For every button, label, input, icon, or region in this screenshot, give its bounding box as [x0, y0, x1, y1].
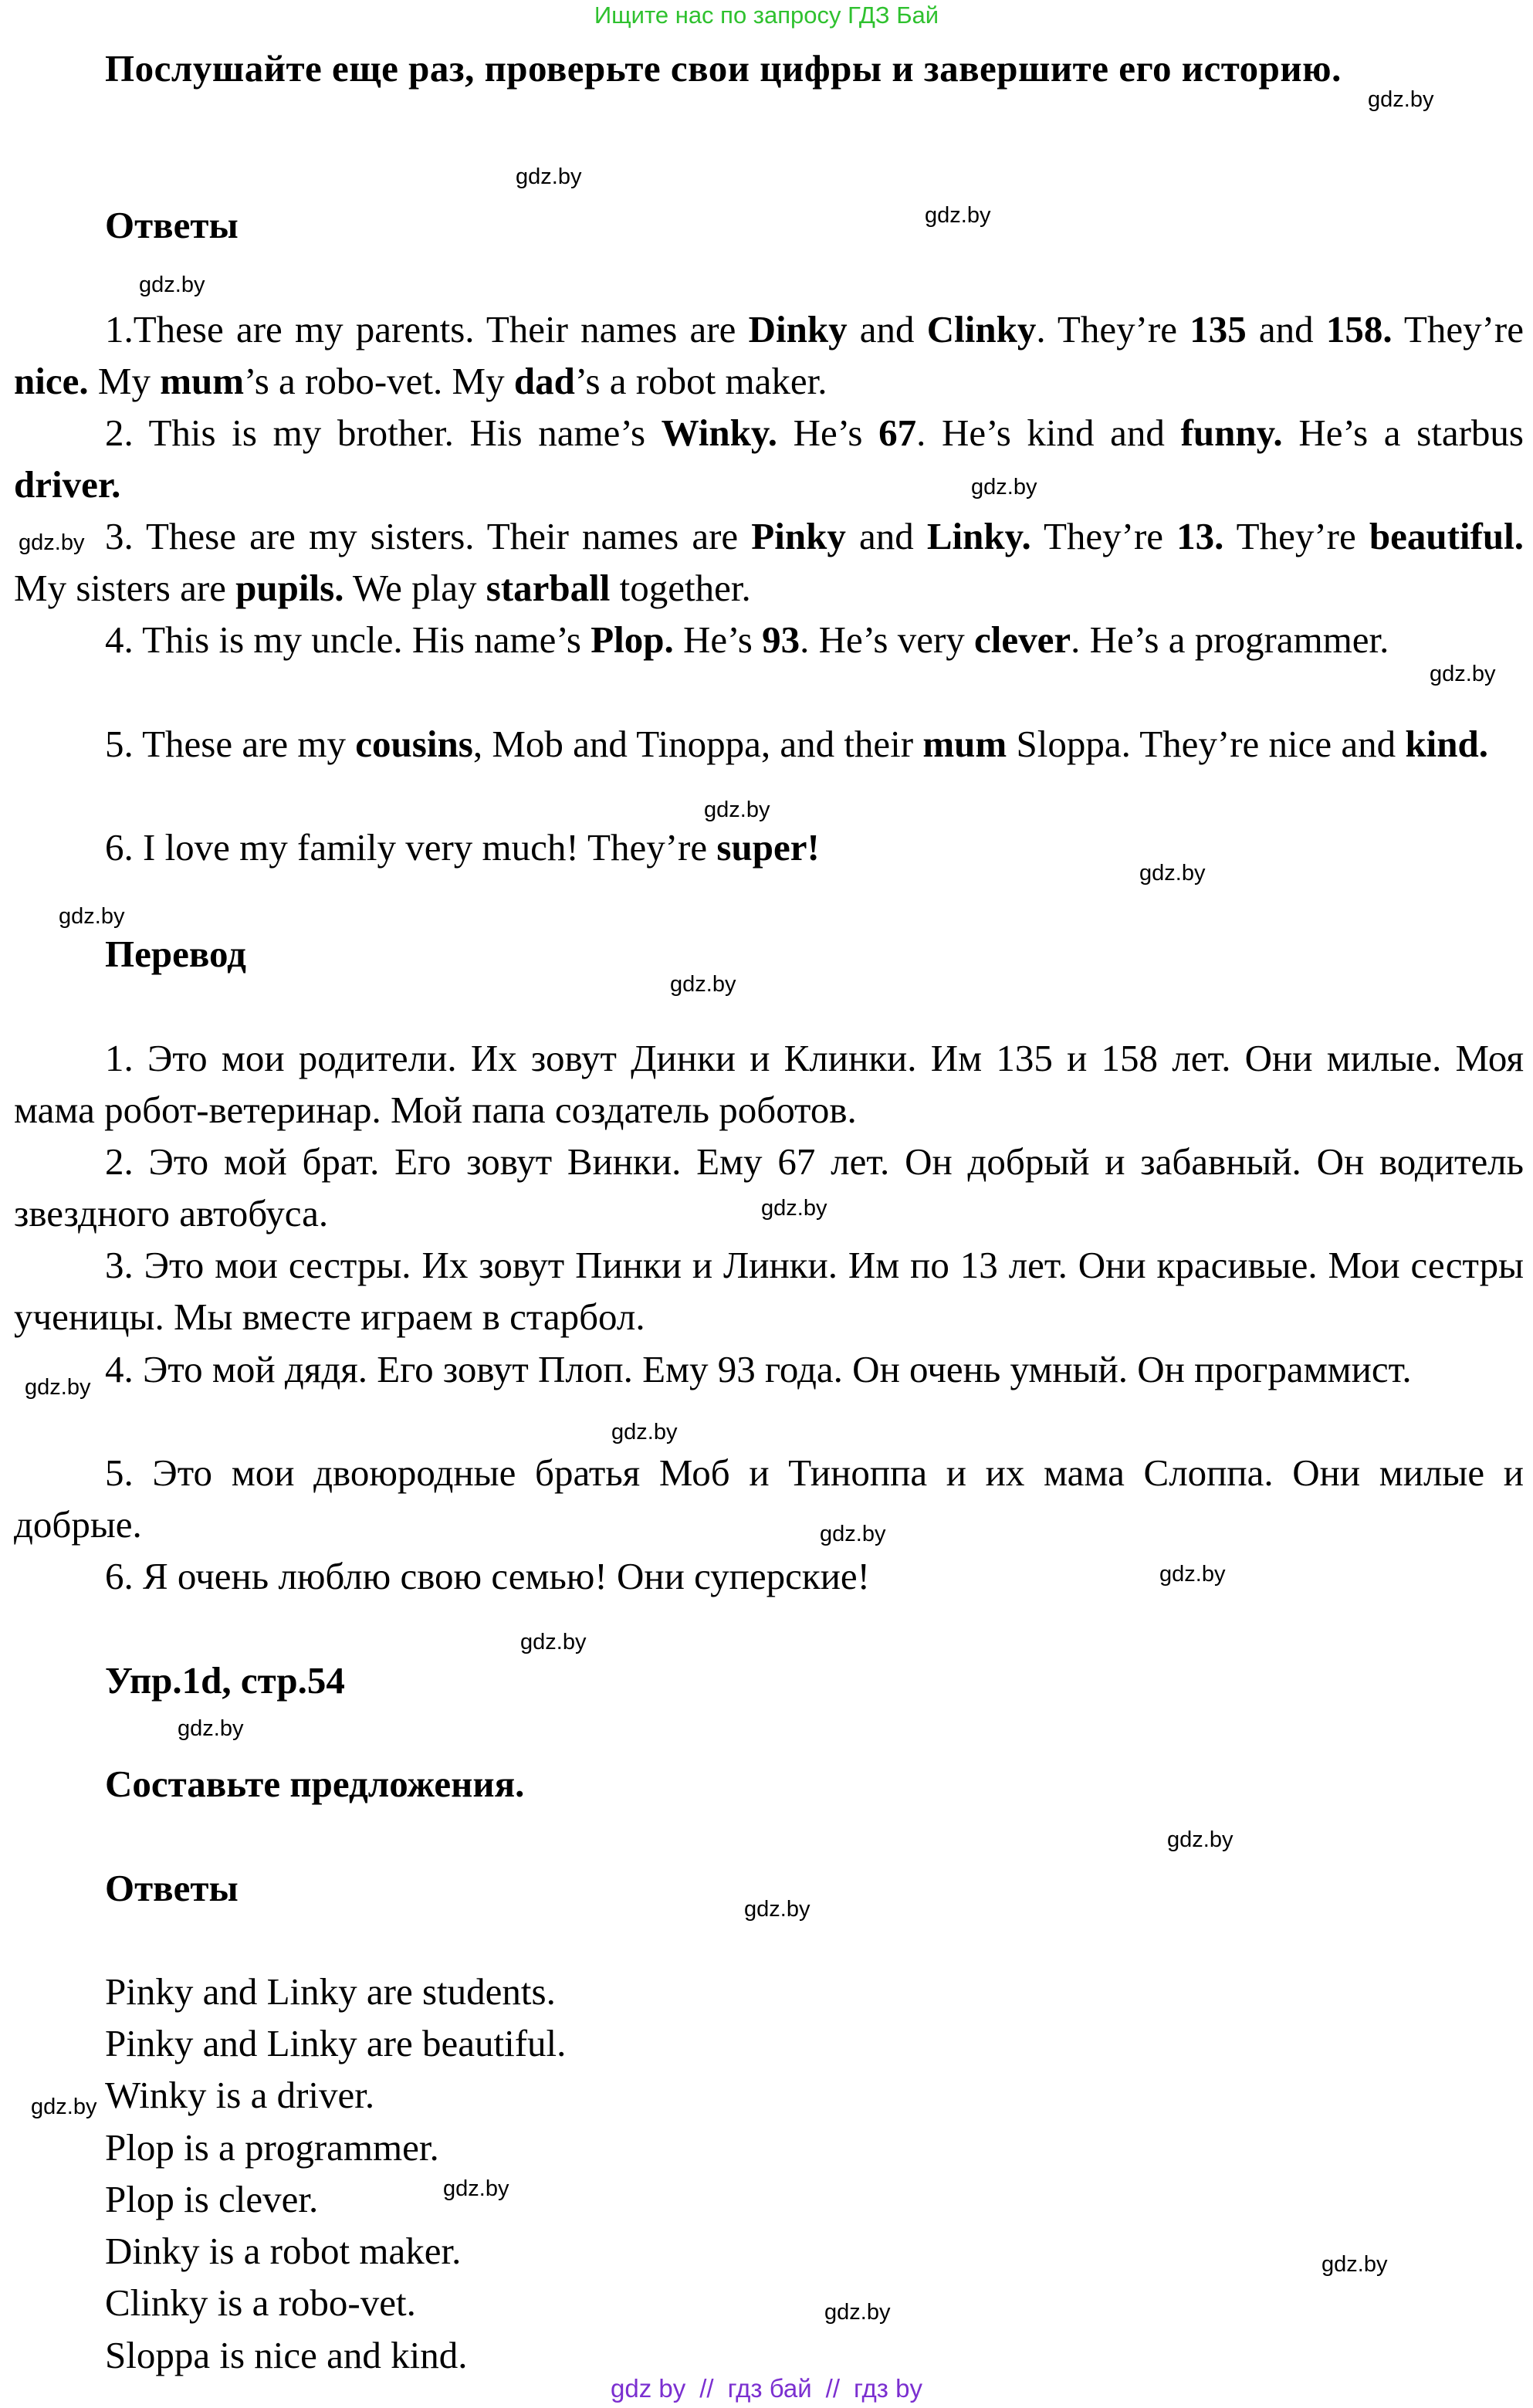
bold-word: Linky. — [926, 515, 1031, 557]
text-run: . They’re — [1036, 308, 1190, 351]
bold-word: kind. — [1405, 723, 1489, 765]
watermark: gdz.by — [611, 1420, 678, 1444]
answer-paragraph — [14, 303, 1524, 407]
watermark: gdz.by — [443, 2176, 509, 2201]
answer-paragraph — [14, 510, 1524, 614]
bold-word: mum — [922, 723, 1007, 765]
task-title: Послушайте еще раз, проверьте свои цифры и завершите его историю. — [105, 47, 1342, 90]
sentence-line: Dinky is a robot maker. — [105, 2230, 462, 2272]
bold-word: clever — [974, 618, 1071, 661]
text-run: Sloppa. They’re nice and — [1007, 723, 1406, 765]
bold-word: cousins — [355, 723, 473, 765]
watermark: gdz.by — [178, 1716, 244, 1741]
watermark: gdz.by — [1430, 662, 1496, 686]
text-run: together. — [610, 567, 751, 609]
text-run: They’re — [1223, 515, 1369, 557]
watermark: gdz.by — [25, 1375, 91, 1400]
bold-word: 13. — [1176, 515, 1224, 557]
answers-heading: Ответы — [105, 204, 239, 246]
text-run: 4. This is my uncle. His name’s — [105, 618, 591, 661]
translation-paragraph: 4. Это мой дядя. Его зовут Плоп. Ему 93 года. Он очень умный. Он программист. — [105, 1348, 1412, 1390]
watermark: gdz.by — [1139, 861, 1206, 886]
watermark: gdz.by — [1167, 1827, 1234, 1852]
watermark: gdz.by — [670, 972, 736, 997]
text-run: 5. These are my — [105, 723, 356, 765]
text-run: They’re — [1392, 308, 1524, 351]
sentence-line: Pinky and Linky are students. — [105, 1970, 556, 2013]
text-run: and — [847, 308, 927, 351]
watermark: gdz.by — [704, 798, 770, 822]
bold-word: Plop. — [591, 618, 674, 661]
translation-paragraph: 2. Это мой брат. Его зовут Винки. Ему 67 лет. Он добрый и забавный. Он водитель звездного автобуса. — [14, 1140, 1524, 1234]
bold-word: driver. — [14, 463, 121, 506]
watermark: gdz.by — [744, 1897, 810, 1922]
text-run: They’re — [1030, 515, 1177, 557]
bold-word: starball — [486, 567, 611, 609]
text-run: We play — [343, 567, 486, 609]
text-run: ’s a robot maker. — [574, 360, 827, 402]
watermark: gdz.by — [520, 1630, 587, 1654]
text-run: . He’s kind and — [916, 411, 1181, 454]
watermark: gdz.by — [824, 2300, 891, 2325]
footer-separator: // — [699, 2374, 714, 2403]
watermark: gdz.by — [925, 203, 991, 228]
bold-word: 158. — [1325, 308, 1393, 351]
text-run: 1.These are my parents. Their names are — [105, 308, 749, 351]
watermark: gdz.by — [19, 530, 85, 555]
bold-word: funny. — [1180, 411, 1283, 454]
answers-heading-2: Ответы — [105, 1867, 239, 1909]
watermark: gdz.by — [31, 2095, 97, 2119]
text-run: 3. These are my sisters. Their names are — [105, 515, 752, 557]
bold-word: beautiful. — [1369, 515, 1524, 557]
answer-paragraph — [14, 718, 1524, 770]
bold-word: pupils. — [235, 567, 344, 609]
text-run: My — [88, 360, 161, 402]
bold-word: nice. — [14, 360, 89, 402]
translation-paragraph: 6. Я очень люблю свою семью! Они суперские! — [105, 1555, 870, 1597]
watermark: gdz.by — [1159, 1562, 1226, 1587]
text-run: 2. This is my brother. His name’s — [105, 411, 662, 454]
sentence-line: Clinky is a robo-vet. — [105, 2281, 416, 2324]
bold-word: Dinky — [748, 308, 848, 351]
watermark: gdz.by — [971, 475, 1037, 500]
answer-paragraph — [14, 821, 1524, 873]
translation-paragraph: 1. Это мои родители. Их зовут Динки и Клинки. Им 135 и 158 лет. Они милые. Моя мама робот-ветеринар. Мой папа создатель роботов. — [14, 1037, 1524, 1131]
bold-word: Pinky — [751, 515, 846, 557]
text-run: He’s a starbus — [1282, 411, 1524, 454]
footer-link[interactable]: гдз бай — [727, 2374, 812, 2403]
footer-separator: // — [825, 2374, 840, 2403]
text-run: He’s — [673, 618, 763, 661]
sentence-line: Winky is a driver. — [105, 2074, 375, 2116]
search-banner[interactable]: Ищите нас по запросу ГДЗ Бай — [594, 2, 939, 29]
watermark: gdz.by — [59, 904, 125, 929]
text-run: ’s a robo-vet. My — [244, 360, 514, 402]
translation-paragraph: 5. Это мои двоюродные братья Моб и Тиноппа и их мама Слоппа. Они милые и добрые. — [14, 1451, 1524, 1546]
bold-word: 93 — [762, 618, 800, 661]
watermark: gdz.by — [516, 164, 582, 189]
sentence-line: Plop is a programmer. — [105, 2126, 439, 2169]
answer-paragraph — [14, 614, 1524, 666]
watermark: gdz.by — [1321, 2252, 1388, 2277]
text-run: He’s — [777, 411, 879, 454]
bold-word: 67 — [878, 411, 917, 454]
exercise-heading: Упр.1d, стр.54 — [105, 1659, 345, 1702]
footer-links — [0, 2373, 1533, 2404]
sentence-line: Pinky and Linky are beautiful. — [105, 2022, 567, 2064]
text-run: , Mob and Tinoppa, and their — [472, 723, 923, 765]
bold-word: dad — [513, 360, 575, 402]
bold-word: Clinky — [926, 308, 1037, 351]
watermark: gdz.by — [139, 273, 205, 297]
watermark: gdz.by — [1368, 87, 1434, 112]
footer-link[interactable]: гдз by — [854, 2374, 922, 2403]
text-run: and — [845, 515, 927, 557]
text-run: and — [1246, 308, 1326, 351]
bold-word: Winky. — [661, 411, 777, 454]
sentence-line: Sloppa is nice and kind. — [105, 2334, 468, 2376]
text-run: . He’s a programmer. — [1071, 618, 1389, 661]
watermark: gdz.by — [820, 1522, 886, 1546]
answer-paragraph — [14, 407, 1524, 510]
translation-paragraph: 3. Это мои сестры. Их зовут Пинки и Линки. Им по 13 лет. Они красивые. Мои сестры ученицы. Мы вместе играем в старбол. — [14, 1244, 1524, 1338]
text-run: My sisters are — [14, 567, 236, 609]
bold-word: super! — [716, 826, 820, 869]
text-run: . He’s very — [800, 618, 975, 661]
instruction-heading: Составьте предложения. — [105, 1763, 525, 1805]
bold-word: 135 — [1190, 308, 1247, 351]
watermark: gdz.by — [761, 1196, 827, 1221]
translation-heading: Перевод — [105, 933, 246, 975]
text-run: 6. I love my family very much! They’re — [105, 826, 717, 869]
sentence-line: Plop is clever. — [105, 2178, 319, 2220]
bold-word: mum — [160, 360, 245, 402]
footer-link[interactable]: gdz by — [611, 2374, 686, 2403]
